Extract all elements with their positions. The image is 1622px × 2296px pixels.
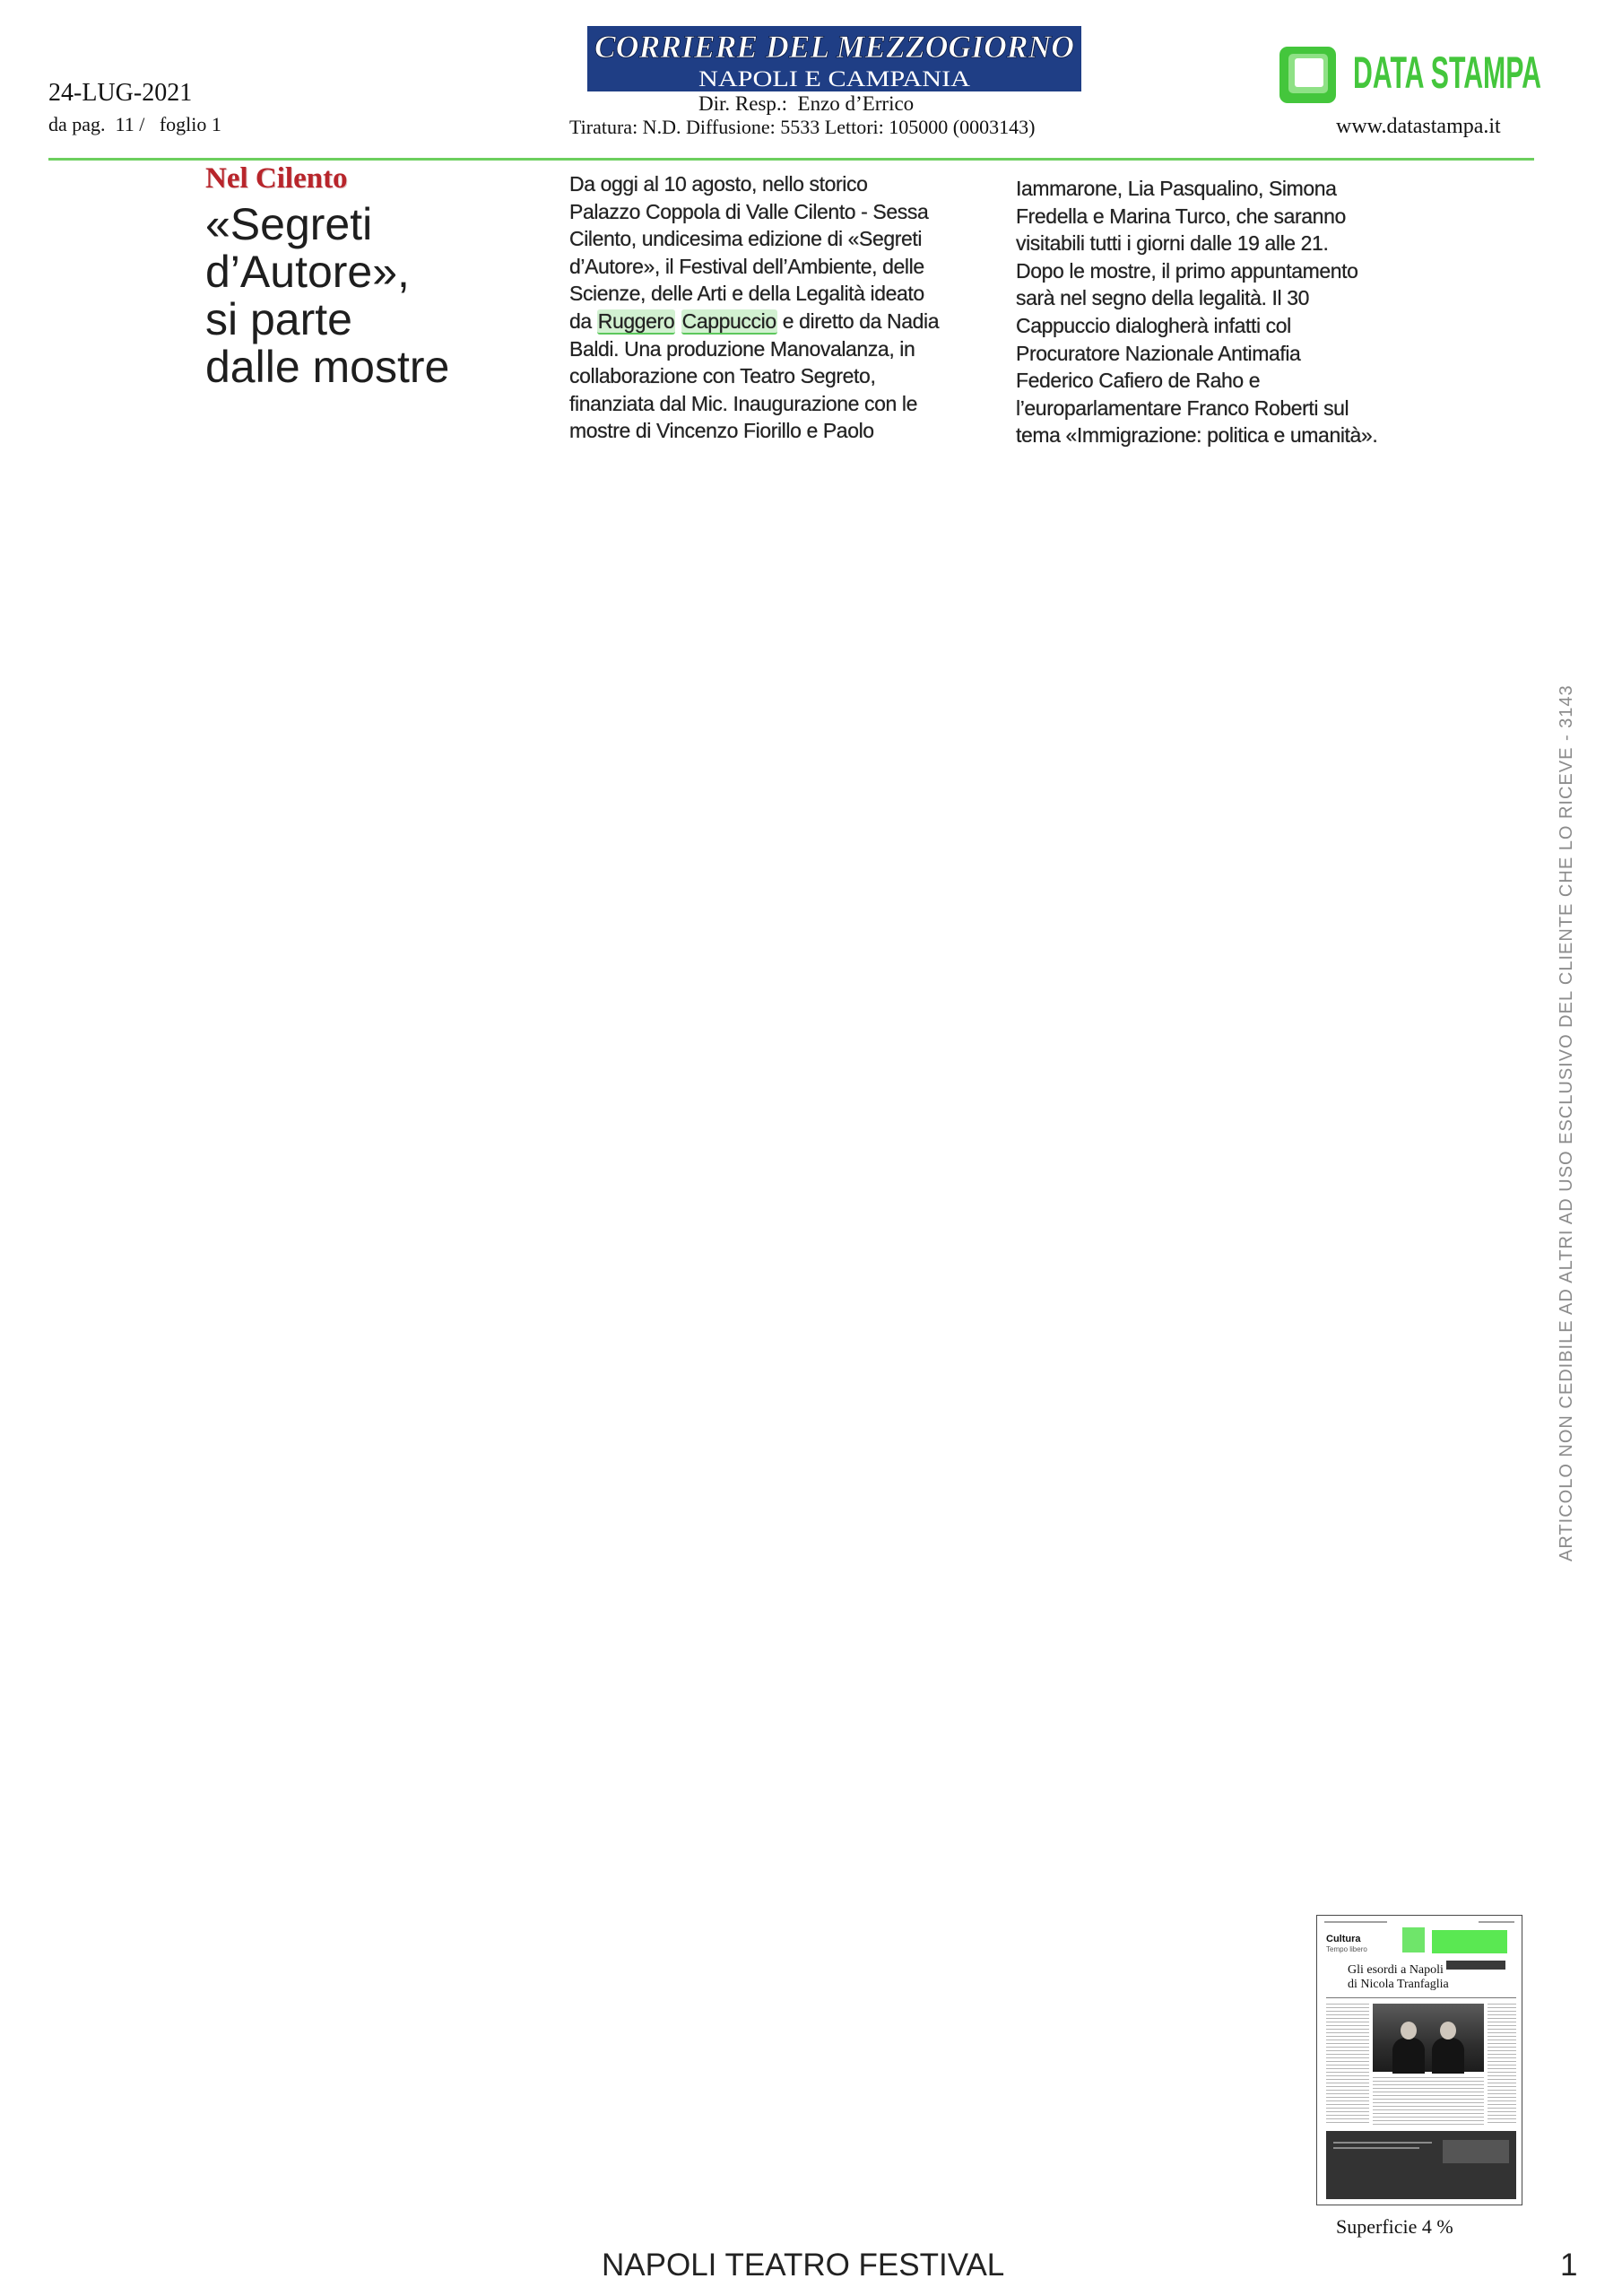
headline-line: d’Autore»,: [205, 247, 410, 297]
page-number: 1: [1560, 2248, 1578, 2283]
thumbnail-section: Cultura: [1326, 1934, 1361, 1944]
thumbnail-dark-bar: [1446, 1961, 1505, 1970]
text-segment: e diretto da Nadia: [776, 309, 940, 333]
highlighted-name-second: Cappuccio: [681, 309, 776, 333]
header-divider: [48, 158, 1534, 161]
text-line: collaborazione con Teatro Segreto,: [569, 364, 876, 388]
text-line: Da oggi al 10 agosto, nello storico: [569, 172, 868, 196]
thumbnail-text-line: [1479, 1921, 1514, 1923]
text-line: d’Autore», il Festival dell’Ambiente, delle: [569, 254, 924, 278]
text-line: Baldi. Una produzione Manovalanza, in: [569, 336, 915, 361]
thumbnail-byline: di Nicola Tranfaglia: [1348, 1978, 1449, 1991]
thumbnail-photo: [1373, 2004, 1484, 2072]
page-thumbnail: [1316, 1915, 1522, 2205]
text-line: Scienze, delle Arti e della Legalità ideato: [569, 282, 924, 306]
text-line: l’europarlamentare Franco Roberti sul: [1016, 396, 1349, 420]
agency-name: [1353, 50, 1543, 95]
clipping-date: 24-LUG-2021: [48, 79, 193, 107]
text-line: Dopo le mostre, il primo appuntamento: [1016, 258, 1358, 283]
text-segment: da: [569, 309, 597, 333]
thumbnail-text-line: [1324, 1921, 1387, 1923]
headline-line: si parte: [205, 294, 352, 344]
headline-line: dalle mostre: [205, 342, 450, 392]
text-line: Palazzo Coppola di Valle Cilento - Sessa: [569, 199, 929, 223]
data-stampa-logo-icon: [1279, 47, 1336, 103]
text-line: Procuratore Nazionale Antimafia: [1016, 341, 1301, 365]
text-line: Federico Cafiero de Raho e: [1016, 369, 1261, 393]
thumbnail-banner: [1326, 2131, 1516, 2199]
thumbnail-highlight-box: [1432, 1930, 1507, 1953]
thumbnail-text-column: [1373, 2077, 1484, 2126]
text-line: sarà nel segno della legalità. Il 30: [1016, 286, 1309, 310]
text-line: Fredella e Marina Turco, che saranno: [1016, 204, 1346, 228]
text-line-highlighted: [569, 308, 939, 335]
text-line: Cappuccio dialogherà infatti col: [1016, 313, 1291, 337]
article-column-2: [1016, 175, 1377, 449]
page-reference: da pag. 11 / foglio 1: [48, 113, 221, 135]
article-column-1: [569, 170, 939, 445]
surface-percentage: Superficie 4 %: [1336, 2215, 1453, 2238]
article-kicker: Nel Cilento: [205, 162, 348, 195]
thumbnail-text-column: [1488, 2004, 1516, 2126]
masthead-title: CORRIERE DEL MEZZOGIORNO: [594, 29, 1074, 65]
client-name: NAPOLI TEATRO FESTIVAL: [602, 2248, 1005, 2283]
thumbnail-headline: Gli esordi a Napoli: [1348, 1963, 1444, 1977]
highlighted-name-first: Ruggero: [597, 309, 675, 333]
text-line: finanziata dal Mic. Inaugurazione con le: [569, 391, 918, 415]
thumbnail-section-sub: Tempo libero: [1326, 1945, 1367, 1953]
headline-line: «Segreti: [205, 199, 373, 249]
text-line: mostre di Vincenzo Fiorillo e Paolo: [569, 419, 874, 443]
usage-notice: ARTICOLO NON CEDIBILE AD ALTRI AD USO ESCLUSIVO DEL CLIENTE CHE LO RICEVE - 3143: [1557, 684, 1576, 1562]
circulation-info: Tiratura: N.D. Diffusione: 5533 Lettori: 105000 (0003143): [569, 116, 1036, 138]
masthead-subtitle: NAPOLI E CAMPANIA: [698, 67, 970, 91]
newspaper-masthead: [587, 26, 1081, 91]
agency-url: www.datastampa.it: [1336, 115, 1501, 138]
editor-in-chief: Dir. Resp.: Enzo d’Errico: [698, 92, 915, 115]
text-line: Iammarone, Lia Pasqualino, Simona: [1016, 177, 1337, 200]
agency-name-text: DATA STAMPA: [1353, 50, 1541, 95]
thumbnail-text-column: [1326, 2004, 1369, 2126]
thumbnail-highlight-box: [1402, 1927, 1425, 1952]
article-headline: [205, 201, 449, 391]
text-line: visitabili tutti i giorni dalle 19 alle 21.: [1016, 231, 1329, 256]
thumbnail-rule: [1326, 1997, 1516, 1998]
text-line: Cilento, undicesima edizione di «Segreti: [569, 227, 923, 251]
text-line: tema «Immigrazione: politica e umanità».: [1016, 423, 1378, 448]
